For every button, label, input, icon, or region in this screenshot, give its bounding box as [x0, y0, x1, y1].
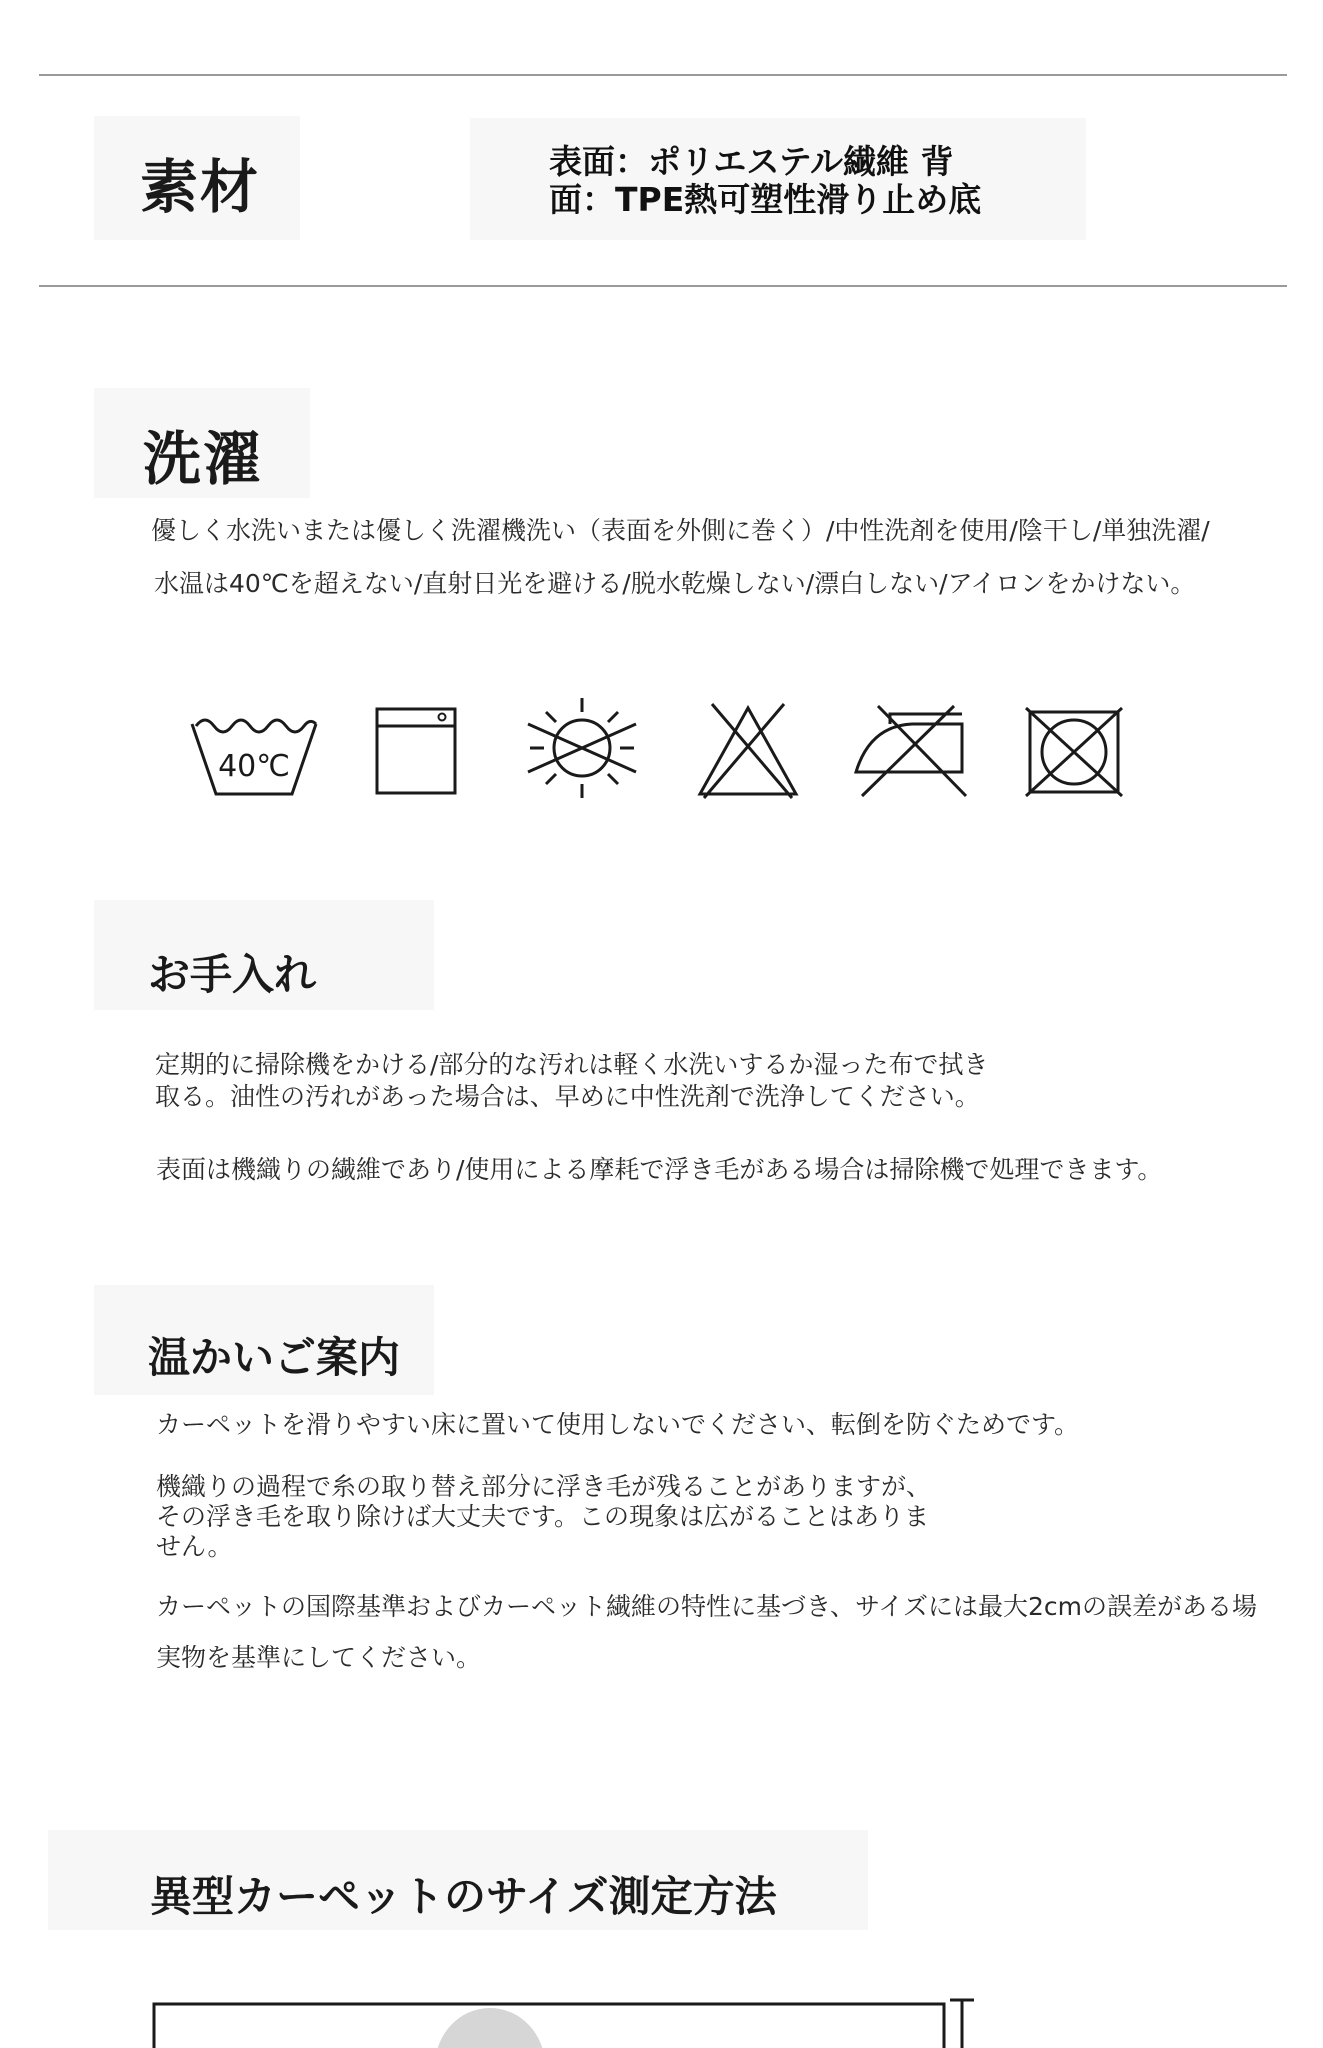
material-line-2: 面：TPE熱可塑性滑り止め底: [549, 180, 982, 219]
notice-para-2-line-1: 機織りの過程で糸の取り替え部分に浮き毛が残ることがありますが、: [156, 1472, 932, 1501]
dry-flat-shade-icon: [374, 704, 460, 798]
no-bleach-icon: [692, 700, 804, 800]
material-line-1: 表面：ポリエステル繊維 背: [549, 142, 954, 181]
notice-para-3-line-1: カーペットの国際基準およびカーペット繊維の特性に基づき、サイズには最大2cmの誤差がある場: [156, 1592, 1258, 1621]
washing-line-1: 優しく水洗いまたは優しく洗濯機洗い（表面を外側に巻く）/中性洗剤を使用/陰干し/単独洗濯/: [151, 516, 1210, 545]
material-heading: 素材: [140, 153, 261, 221]
material-divider: [39, 285, 1287, 287]
measure-heading: 異型カーペットのサイズ測定方法: [150, 1872, 777, 1921]
wash-40-icon: [188, 708, 320, 798]
care-para-2: 表面は機織りの繊維であり/使用による摩耗で浮き毛がある場合は掃除機で処理できます。: [156, 1155, 1163, 1184]
notice-para-1: カーペットを滑りやすい床に置いて使用しないでください、転倒を防ぐためです。: [156, 1410, 1080, 1439]
care-para-1-line-1: 定期的に掃除機をかける/部分的な汚れは軽く水洗いするか湿った布で拭き: [155, 1050, 989, 1079]
care-para-1-line-2: 取る。油性の汚れがあった場合は、早めに中性洗剤で洗浄してください。: [155, 1082, 980, 1111]
wash-temp-label: 40℃: [218, 749, 290, 784]
washing-heading: 洗濯: [143, 425, 264, 493]
top-divider: [39, 74, 1287, 76]
no-iron-icon: [850, 700, 972, 800]
no-sun-dry-icon: [522, 694, 642, 802]
washing-line-2: 水温は40℃を超えない/直射日光を避ける/脱水乾燥しない/漂白しない/アイロンをかけない。: [154, 569, 1196, 598]
notice-para-2-line-3: せん。: [156, 1532, 233, 1561]
notice-para-2-line-2: その浮き毛を取り除けば大丈夫です。この現象は広がることはありま: [156, 1502, 930, 1531]
notice-para-3-line-2: 実物を基準にしてください。: [156, 1643, 482, 1672]
care-heading: お手入れ: [148, 950, 317, 999]
measurement-diagram: [150, 1996, 990, 2048]
notice-heading: 温かいご案内: [148, 1333, 401, 1382]
no-tumble-dry-icon: [1022, 702, 1126, 800]
